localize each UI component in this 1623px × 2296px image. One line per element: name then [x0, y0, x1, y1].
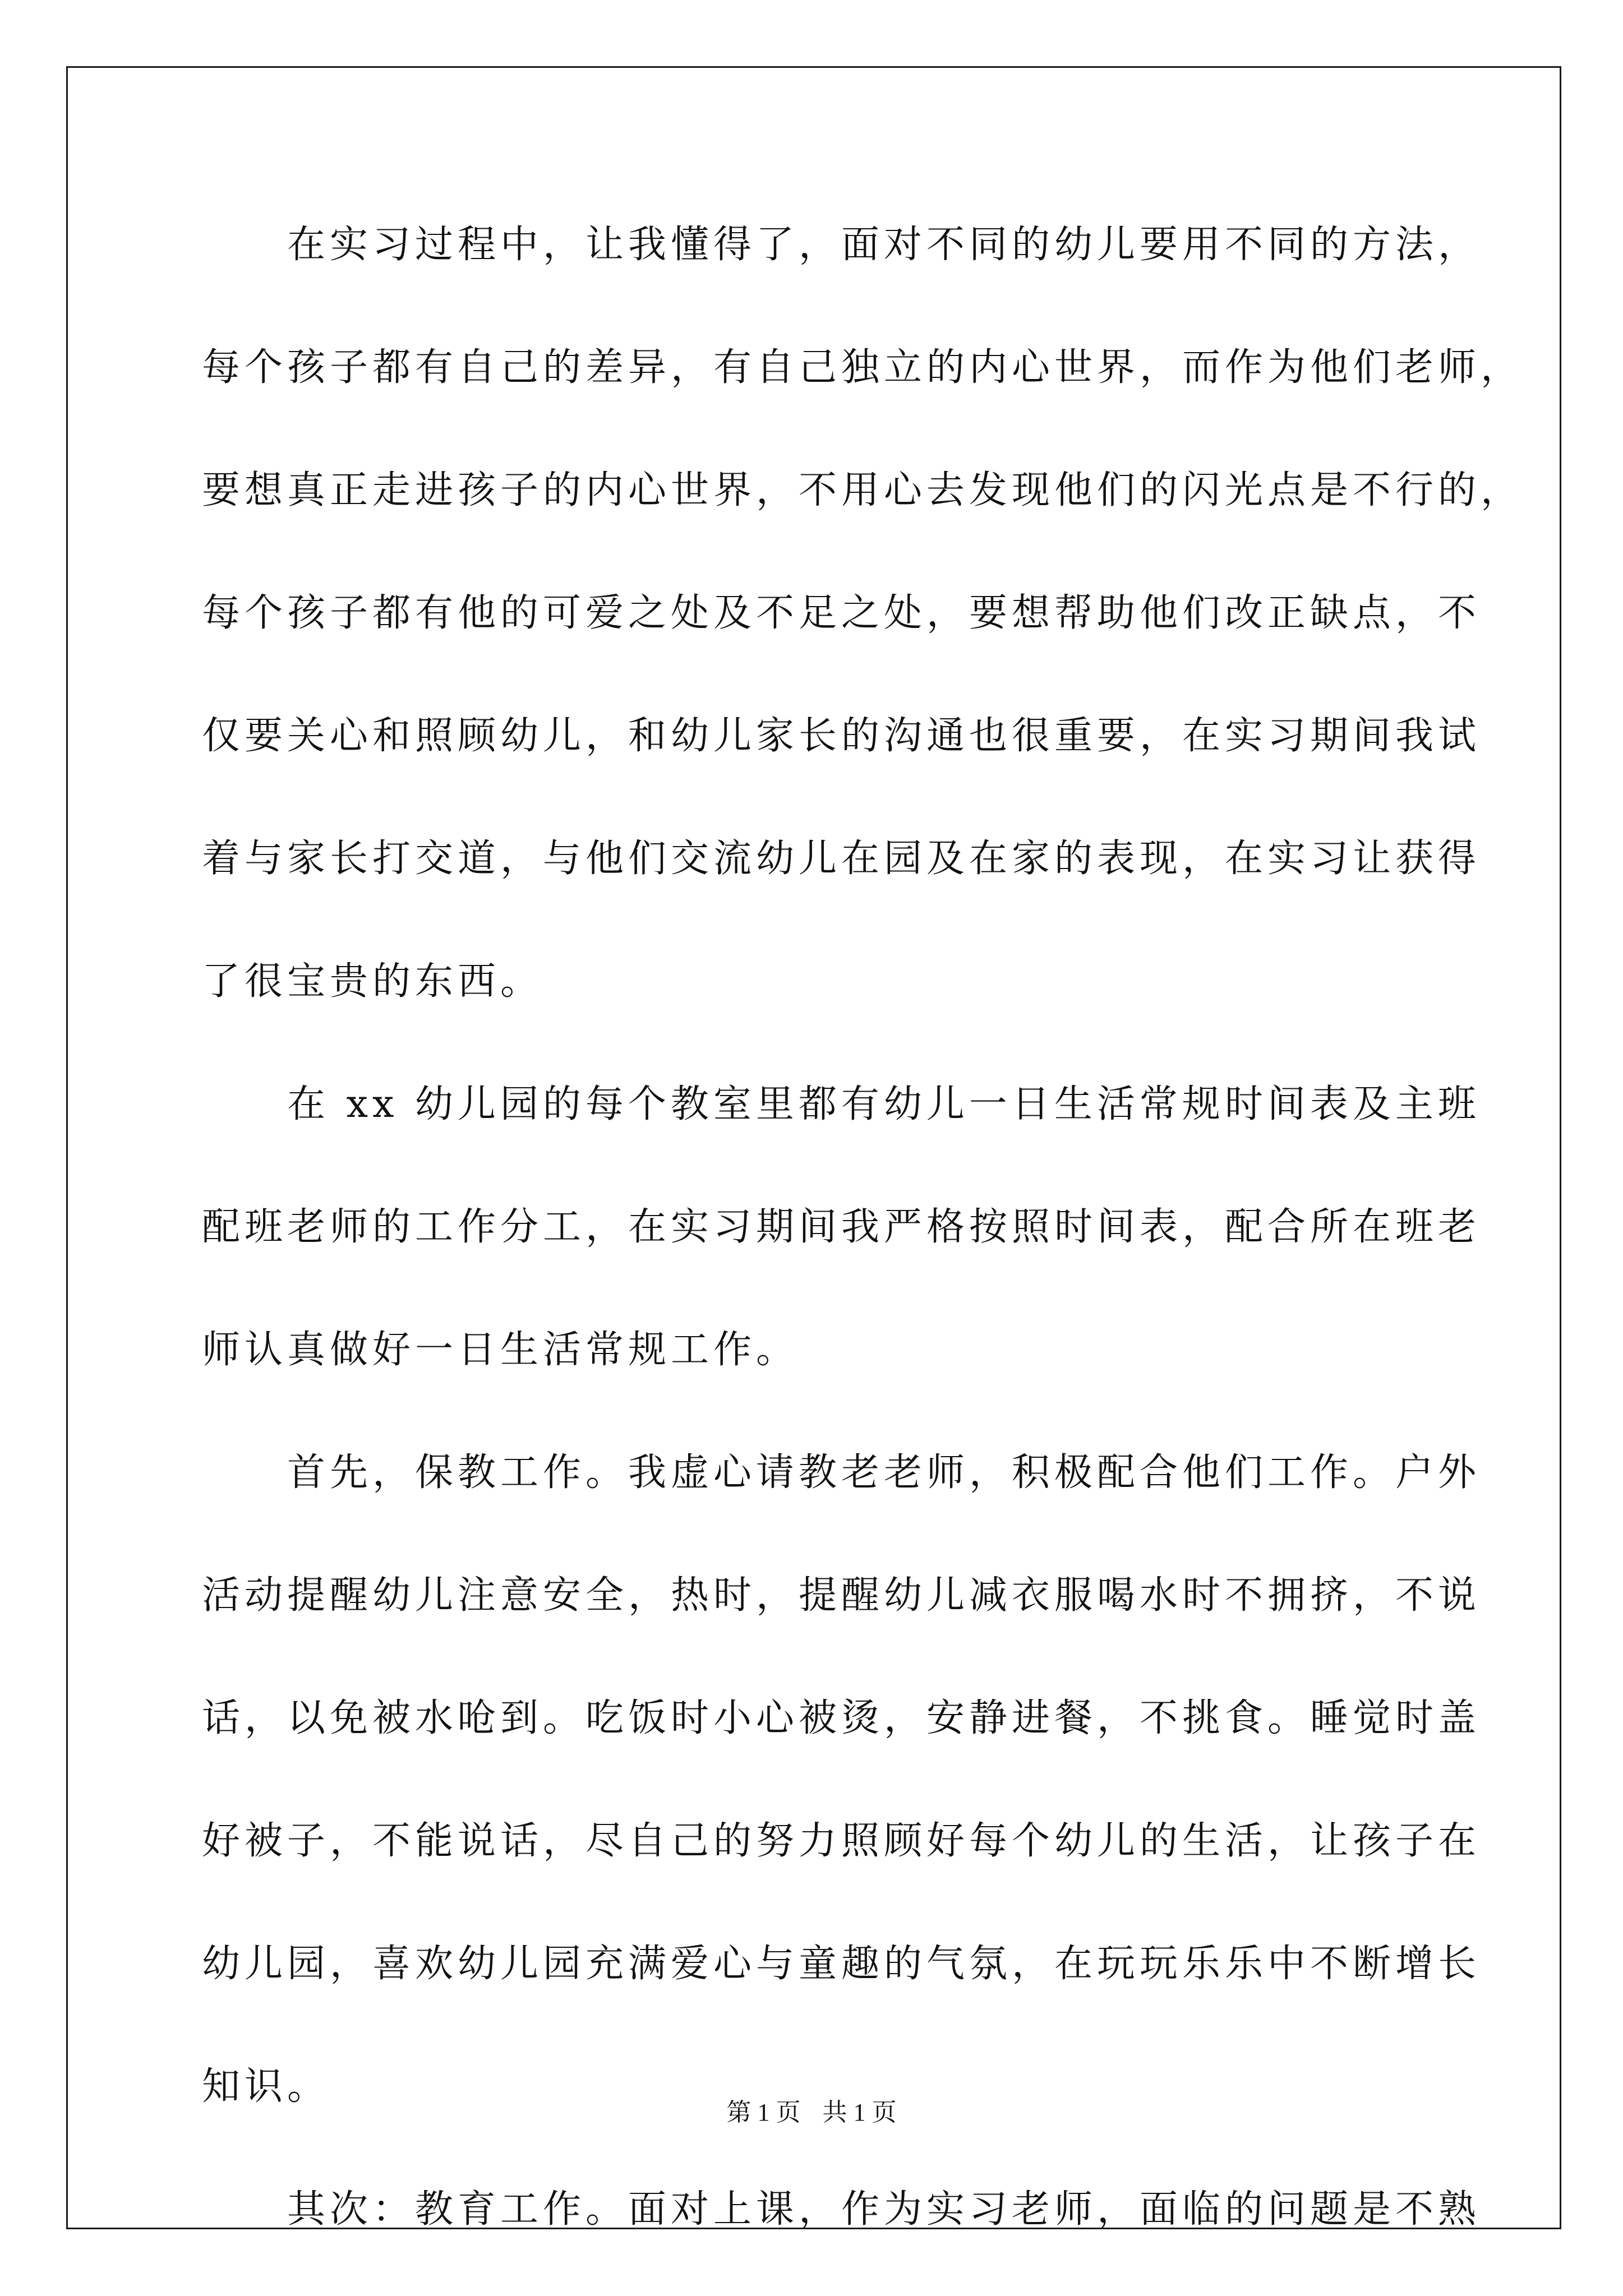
text-line: 师认真做好一日生活常规工作。 [202, 1328, 799, 1372]
text-line: 在实习过程中，让我懂得了，面对不同的幼儿要用不同的方法， [202, 223, 1481, 267]
text-line: 配班老师的工作分工，在实习期间我严格按照时间表，配合所在班老 [202, 1205, 1481, 1249]
text-line: 每个孩子都有自己的差异，有自己独立的内心世界，而作为他们老师， [202, 345, 1524, 390]
text-line: 仅要关心和照顾幼儿，和幼儿家长的沟通也很重要，在实习期间我试 [202, 714, 1481, 758]
document-body [202, 209, 1524, 2296]
text-line: 要想真正走进孩子的内心世界，不用心去发现他们的闪光点是不行的， [202, 468, 1524, 512]
text-line: 了很宝贵的东西。 [202, 959, 543, 1004]
text-line: 在 xx 幼儿园的每个教室里都有幼儿一日生活常规时间表及主班 [202, 1082, 1481, 1126]
page-number-current: 第 1 页 [726, 2099, 801, 2126]
page-number-total: 共 1 页 [822, 2099, 897, 2126]
text-line: 活动提醒幼儿注意安全，热时，提醒幼儿减衣服喝水时不拥挤，不说 [202, 1573, 1481, 1618]
text-line: 其次：教育工作。面对上课，作为实习老师，面临的问题是不熟 [202, 2187, 1481, 2232]
page-footer [0, 2096, 1623, 2129]
text-line: 着与家长打交道，与他们交流幼儿在园及在家的表现，在实习让获得 [202, 837, 1481, 881]
text-line: 幼儿园，喜欢幼儿园充满爱心与童趣的气氛，在玩玩乐乐中不断增长 [202, 1942, 1481, 1986]
text-line: 首先，保教工作。我虚心请教老老师，积极配合他们工作。户外 [202, 1450, 1481, 1495]
text-line: 好被子，不能说话，尽自己的努力照顾好每个幼儿的生活，让孩子在 [202, 1819, 1481, 1863]
text-line: 每个孩子都有他的可爱之处及不足之处，要想帮助他们改正缺点，不 [202, 591, 1481, 635]
text-line: 知识。 [202, 2064, 330, 2109]
text-line: 话，以免被水呛到。吃饭时小心被烫，安静进餐，不挑食。睡觉时盖 [202, 1696, 1481, 1740]
